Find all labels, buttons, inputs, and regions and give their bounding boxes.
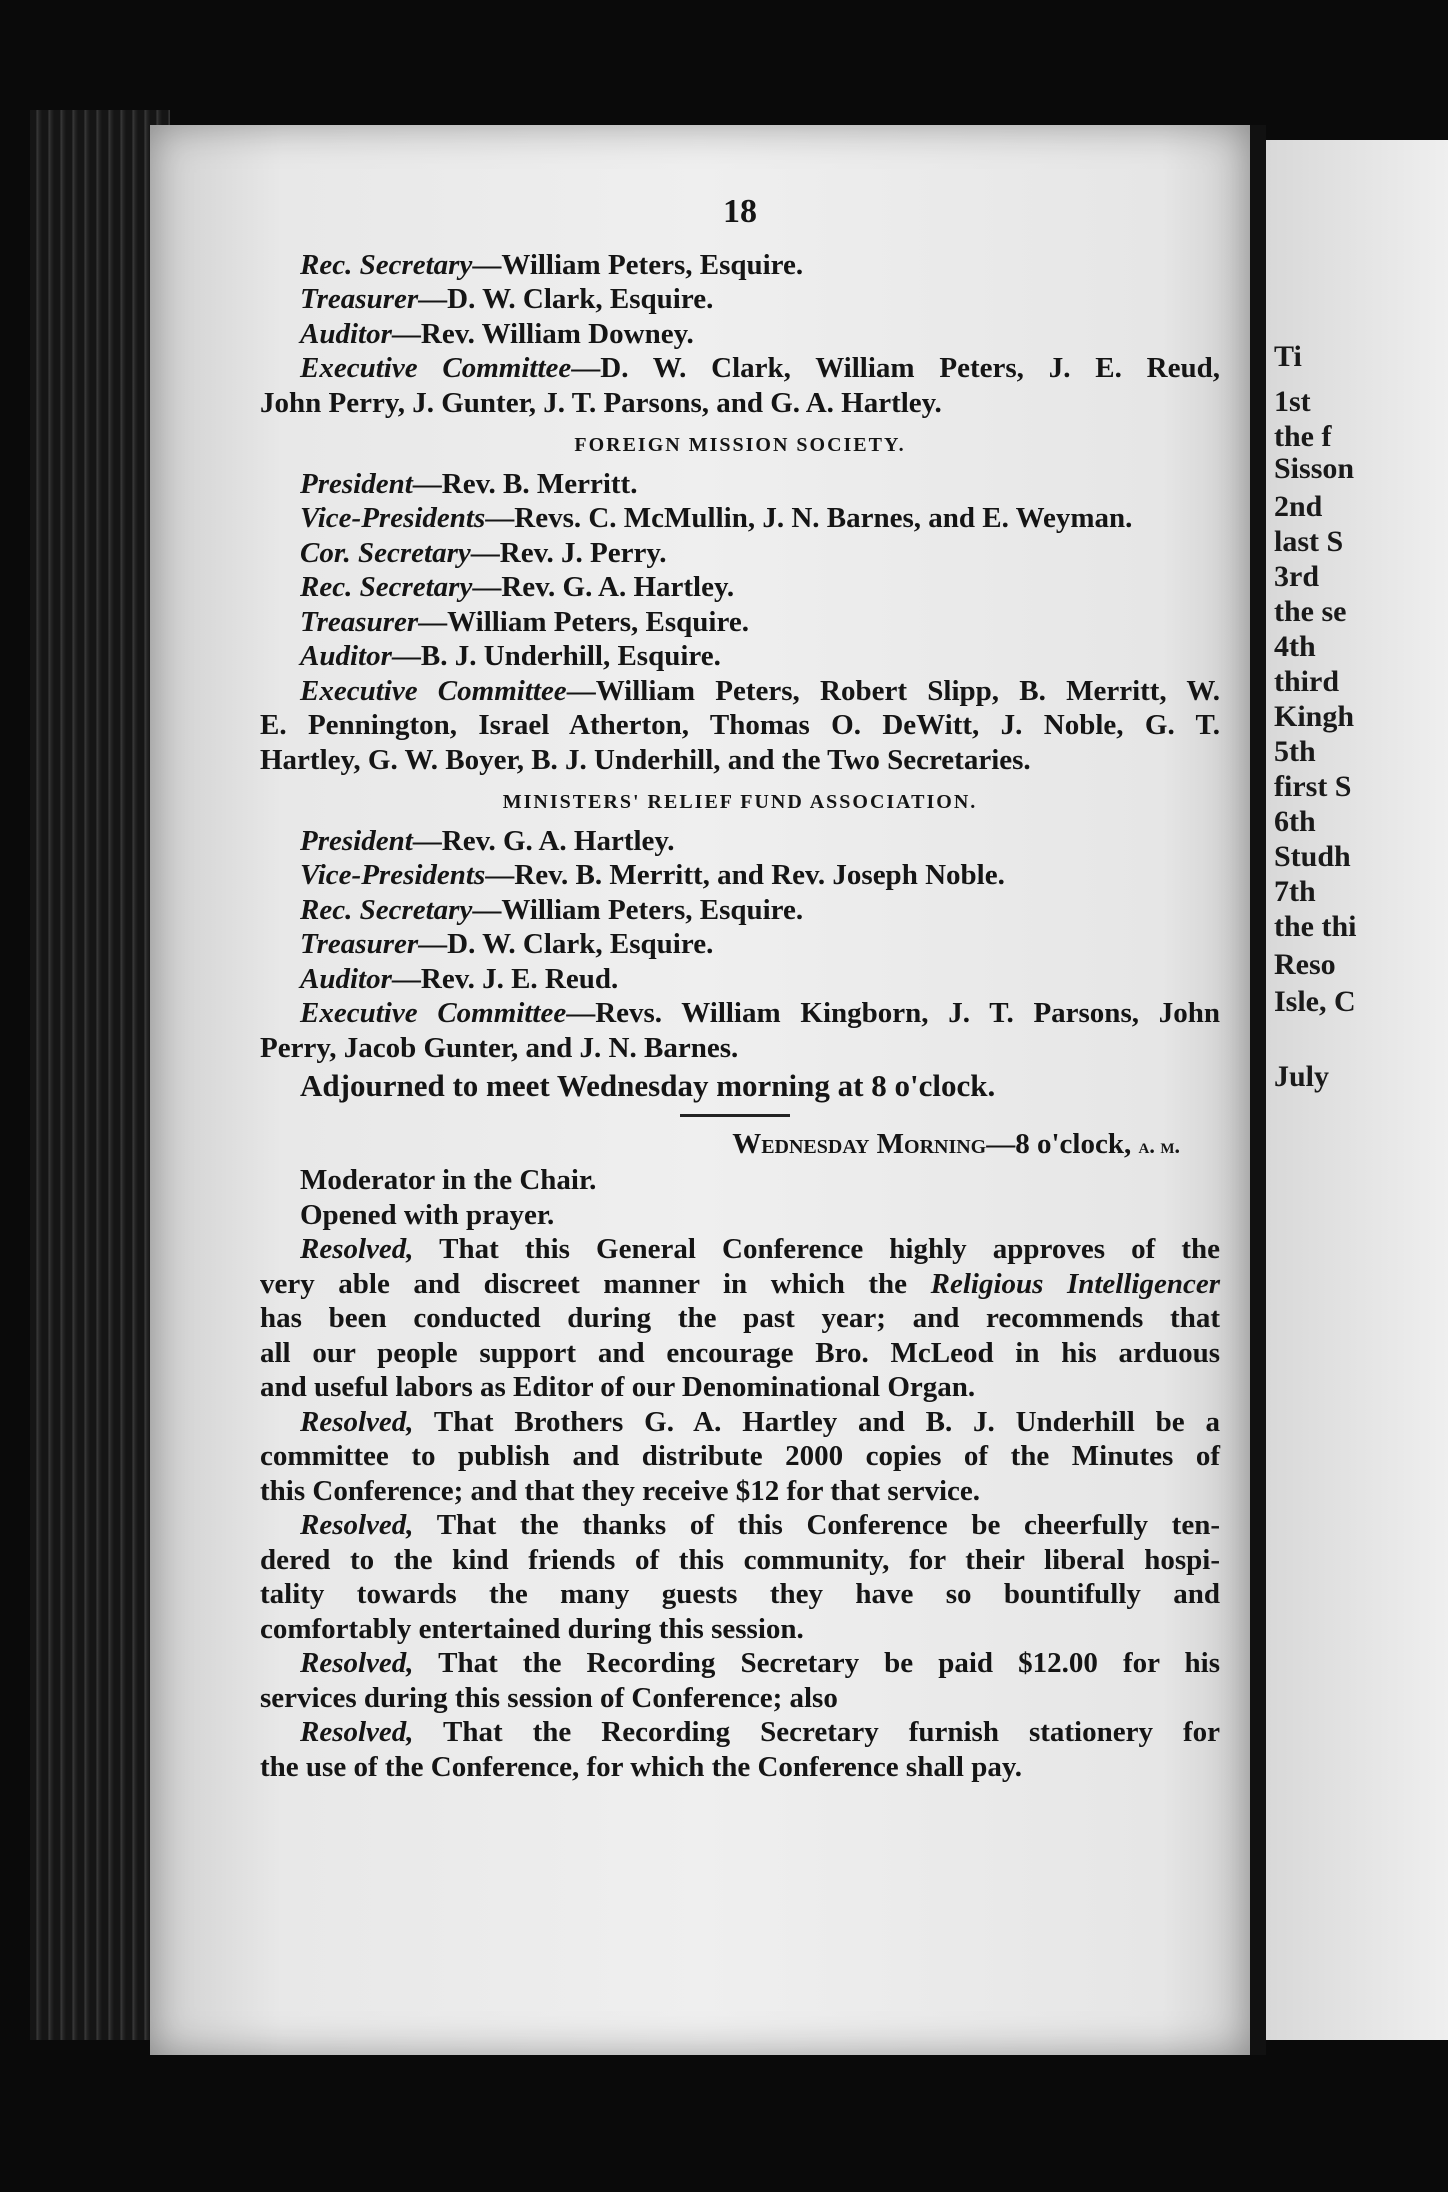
facing-page-fragment: first S bbox=[1274, 770, 1352, 803]
facing-page-fragment: 2nd bbox=[1274, 490, 1323, 523]
facing-page-fragment: Isle, C bbox=[1274, 985, 1356, 1018]
facing-page-fragment: Studh bbox=[1274, 840, 1351, 873]
book-spine-edge bbox=[30, 110, 170, 2040]
prayer-line: Opened with prayer. bbox=[300, 1198, 555, 1231]
resolution-2-line-3: this Conference; and that they receive $12 for that service. bbox=[260, 1474, 981, 1507]
fm-cor-secretary-line: Cor. Secretary—Rev. J. Perry. bbox=[300, 536, 667, 569]
resolution-1-line-5: and useful labors as Editor of our Denominational Organ. bbox=[260, 1371, 976, 1403]
resolution-1-line-3: has been conducted during the past year; and recommends that bbox=[260, 1302, 1220, 1334]
resolution-1-line-4: all our people support and encourage Bro. McLeod in his arduous bbox=[260, 1336, 1220, 1369]
executive-committee-line: Executive Committee—D. W. Clark, William Peters, J. E. Reud, bbox=[300, 352, 1220, 384]
facing-page-fragment: 3rd bbox=[1274, 560, 1319, 593]
foreign-mission-heading: FOREIGN MISSION SOCIETY. bbox=[574, 434, 906, 456]
resolution-4-line-2: services during this session of Conference; also bbox=[260, 1681, 838, 1714]
book-page bbox=[150, 125, 1250, 2055]
fm-executive-committee-continuation-1: E. Pennington, Israel Atherton, Thomas O. DeWitt, J. Noble, G. T. bbox=[260, 709, 1220, 741]
rec-secretary-line: Rec. Secretary—William Peters, Esquire. bbox=[300, 248, 804, 281]
fm-executive-committee-continuation-2: Hartley, G. W. Boyer, B. J. Underhill, and the Two Secretaries. bbox=[260, 743, 1031, 776]
resolution-2-line-2: committee to publish and distribute 2000 copies of the Minutes of bbox=[260, 1440, 1220, 1472]
resolution-3-line-3: tality towards the many guests they have so bountifully and bbox=[260, 1578, 1220, 1610]
page-number: 18 bbox=[723, 193, 757, 230]
session-heading: Wednesday Morning—8 o'clock, a. m. bbox=[732, 1127, 1180, 1160]
facing-page-fragment: 6th bbox=[1274, 805, 1316, 838]
section-divider bbox=[680, 1114, 790, 1117]
page-content bbox=[260, 195, 1220, 1784]
fm-rec-secretary-line: Rec. Secretary—Rev. G. A. Hartley. bbox=[300, 571, 735, 603]
facing-page-fragment: third bbox=[1274, 665, 1340, 698]
resolution-5-line-2: the use of the Conference, for which the Conference shall pay. bbox=[260, 1750, 1022, 1783]
fm-treasurer-line: Treasurer—William Peters, Esquire. bbox=[300, 605, 749, 638]
facing-page-fragment: Sisson bbox=[1274, 452, 1355, 485]
resolution-2-line-1: Resolved, That Brothers G. A. Hartley and B. J. Underhill be a bbox=[300, 1405, 1220, 1438]
facing-page-fragment: the thi bbox=[1274, 910, 1357, 943]
mr-treasurer-line: Treasurer—D. W. Clark, Esquire. bbox=[300, 928, 714, 960]
facing-page-fragment: Ti bbox=[1274, 340, 1302, 373]
facing-page-fragment: 1st bbox=[1274, 385, 1311, 418]
fm-president-line: President—Rev. B. Merritt. bbox=[300, 467, 638, 500]
treasurer-line: Treasurer—D. W. Clark, Esquire. bbox=[300, 283, 714, 315]
facing-page-fragment: Kingh bbox=[1274, 700, 1355, 733]
facing-page-fragment: the f bbox=[1274, 420, 1332, 453]
mr-executive-committee-line: Executive Committee—Revs. William Kingborn, J. T. Parsons, John bbox=[300, 997, 1220, 1029]
fm-vice-presidents-line: Vice-Presidents—Revs. C. McMullin, J. N. Barnes, and E. Weyman. bbox=[300, 502, 1133, 534]
resolution-3-line-4: comfortably entertained during this session. bbox=[260, 1612, 804, 1645]
mr-rec-secretary-line: Rec. Secretary—William Peters, Esquire. bbox=[300, 893, 804, 926]
facing-page-fragment: last S bbox=[1274, 525, 1344, 558]
facing-page-edge bbox=[1266, 140, 1448, 2040]
fm-auditor-line: Auditor—B. J. Underhill, Esquire. bbox=[300, 640, 721, 672]
resolution-1-line-2: very able and discreet manner in which the Religious Intelligencer bbox=[260, 1267, 1220, 1300]
facing-page-fragment: the se bbox=[1274, 595, 1347, 628]
mr-executive-committee-continuation: Perry, Jacob Gunter, and J. N. Barnes. bbox=[260, 1031, 739, 1064]
facing-page-fragment: 5th bbox=[1274, 735, 1316, 768]
fm-executive-committee-line: Executive Committee—William Peters, Robert Slipp, B. Merritt, W. bbox=[300, 674, 1220, 707]
resolution-3-line-1: Resolved, That the thanks of this Conference be cheerfully ten- bbox=[300, 1509, 1220, 1541]
executive-committee-continuation: John Perry, J. Gunter, J. T. Parsons, and G. A. Hartley. bbox=[260, 386, 942, 419]
mr-auditor-line: Auditor—Rev. J. E. Reud. bbox=[300, 962, 619, 995]
mr-vice-presidents-line: Vice-Presidents—Rev. B. Merritt, and Rev. Joseph Noble. bbox=[300, 859, 1005, 891]
auditor-line: Auditor—Rev. William Downey. bbox=[300, 317, 694, 350]
facing-page-fragment: Reso bbox=[1274, 948, 1336, 981]
ministers-relief-heading: MINISTERS' RELIEF FUND ASSOCIATION. bbox=[502, 791, 978, 813]
resolution-3-line-2: dered to the kind friends of this community, for their liberal hospi- bbox=[260, 1543, 1220, 1576]
facing-page-fragment: July bbox=[1274, 1060, 1330, 1093]
facing-page-fragment: 4th bbox=[1274, 630, 1316, 663]
adjourned-line: Adjourned to meet Wednesday morning at 8 o'clock. bbox=[300, 1068, 996, 1103]
resolution-5-line-1: Resolved, That the Recording Secretary furnish stationery for bbox=[300, 1716, 1220, 1748]
book-gutter bbox=[1250, 125, 1266, 2055]
mr-president-line: President—Rev. G. A. Hartley. bbox=[300, 824, 675, 857]
moderator-line: Moderator in the Chair. bbox=[300, 1164, 597, 1196]
facing-page-fragment: 7th bbox=[1274, 875, 1316, 908]
resolution-4-line-1: Resolved, That the Recording Secretary be paid $12.00 for his bbox=[300, 1647, 1220, 1679]
resolution-1-line-1: Resolved, That this General Conference highly approves of the bbox=[300, 1233, 1220, 1265]
